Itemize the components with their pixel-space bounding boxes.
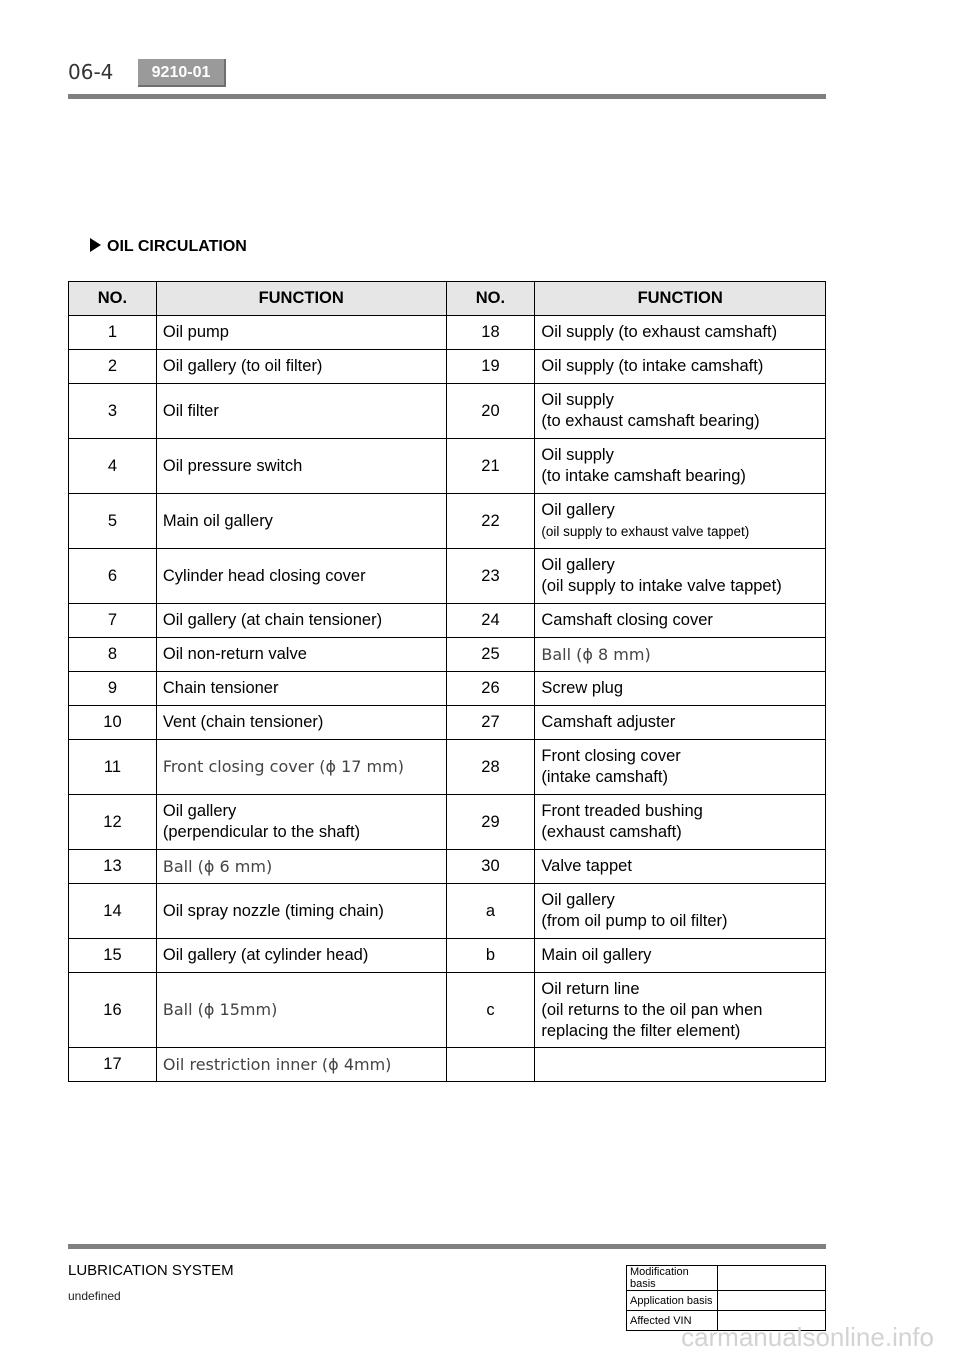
function-line: Front treaded bushing: [541, 802, 703, 820]
item-number: 3: [69, 384, 157, 439]
item-function: [156, 672, 446, 706]
table-row: [69, 604, 826, 638]
item-number: 23: [446, 549, 535, 604]
item-function: [535, 604, 826, 638]
item-function: [535, 316, 826, 350]
function-line: Main oil gallery: [541, 946, 652, 964]
item-number: 7: [69, 604, 157, 638]
item-function: [156, 384, 446, 439]
item-function: [535, 939, 826, 973]
item-number: 10: [69, 706, 157, 740]
item-function: [156, 316, 446, 350]
function-line: Oil pressure switch: [162, 456, 303, 475]
item-number: 13: [69, 850, 157, 884]
item-function: [156, 350, 446, 384]
function-line: Vent (chain tensioner): [162, 713, 324, 731]
affected-vin-label: Affected VIN: [627, 1311, 718, 1331]
function-line: Ball (ϕ 15mm): [162, 1000, 278, 1019]
function-line: Oil gallery (at cylinder head): [162, 946, 369, 964]
function-line: Chain tensioner: [162, 679, 279, 697]
function-line: Oil spray nozzle (timing chain): [162, 901, 384, 920]
table-row: [69, 384, 826, 439]
table-row: [627, 1266, 826, 1291]
function-line: (oil returns to the oil pan when: [541, 1000, 763, 1019]
item-function: [156, 439, 446, 494]
item-function: [156, 604, 446, 638]
item-function: [535, 638, 826, 672]
page-number: 06-4: [68, 60, 114, 84]
function-line: Screw plug: [541, 679, 624, 697]
item-number: 25: [446, 638, 535, 672]
column-header: FUNCTION: [156, 282, 446, 316]
item-function: [535, 850, 826, 884]
header-divider: [68, 94, 826, 99]
table-row: [69, 350, 826, 384]
function-line: Camshaft adjuster: [541, 713, 676, 731]
table-row: [69, 740, 826, 795]
item-function: [156, 973, 446, 1048]
table-row: [69, 672, 826, 706]
item-function: [535, 706, 826, 740]
item-number: 26: [446, 672, 535, 706]
footer-subtitle: undefined: [68, 1289, 121, 1303]
item-function: [535, 795, 826, 850]
function-line: (perpendicular to the shaft): [162, 823, 361, 841]
item-number: 28: [446, 740, 535, 795]
function-line: Front closing cover: [541, 747, 681, 765]
table-header-row: [69, 282, 826, 316]
modification-basis-value: [718, 1266, 826, 1291]
table-row: [69, 549, 826, 604]
item-number: 6: [69, 549, 157, 604]
column-header: FUNCTION: [535, 282, 826, 316]
item-number: 5: [69, 494, 157, 549]
function-line: Oil filter: [162, 401, 219, 420]
item-number: 20: [446, 384, 535, 439]
function-line: Camshaft closing cover: [541, 611, 713, 629]
function-line: Oil supply (to intake camshaft): [541, 357, 764, 375]
function-line: (to exhaust camshaft bearing): [541, 412, 760, 430]
item-number: 11: [69, 740, 157, 795]
function-line: Valve tappet: [541, 857, 632, 875]
item-function: [535, 350, 826, 384]
item-function: [156, 1048, 446, 1082]
item-number: 16: [69, 973, 157, 1048]
item-function: [156, 549, 446, 604]
application-basis-value: [718, 1291, 826, 1311]
item-number: 24: [446, 604, 535, 638]
footer-title: LUBRICATION SYSTEM: [68, 1262, 234, 1279]
item-function: [156, 939, 446, 973]
item-function: [535, 494, 826, 549]
item-number: 22: [446, 494, 535, 549]
item-number: 18: [446, 316, 535, 350]
function-line: Oil gallery: [541, 501, 615, 519]
table-row: [627, 1291, 826, 1311]
item-number: 30: [446, 850, 535, 884]
item-number: 12: [69, 795, 157, 850]
item-function: [535, 384, 826, 439]
column-header: NO.: [69, 282, 157, 316]
function-line: Oil gallery: [162, 802, 237, 820]
item-number: 27: [446, 706, 535, 740]
table-row: [69, 939, 826, 973]
function-line: (exhaust camshaft): [541, 823, 682, 841]
function-line: Oil non-return valve: [162, 645, 307, 663]
footer-divider: [68, 1244, 826, 1249]
item-number: a: [446, 884, 535, 939]
function-line: Oil pump: [162, 323, 229, 341]
function-line: Oil gallery (to oil filter): [162, 357, 323, 375]
function-line: Oil supply (to exhaust camshaft): [541, 323, 778, 341]
item-number: b: [446, 939, 535, 973]
item-function: [156, 884, 446, 939]
item-number: c: [446, 973, 535, 1048]
table-row: [69, 884, 826, 939]
function-line: Oil restriction inner (ϕ 4mm): [162, 1054, 392, 1074]
watermark: carmanualsonline.info: [681, 1322, 934, 1352]
column-header: NO.: [446, 282, 535, 316]
function-line: Ball (ϕ 8 mm): [541, 644, 651, 664]
table-row: [69, 638, 826, 672]
item-number: 8: [69, 638, 157, 672]
item-number: 21: [446, 439, 535, 494]
function-line: Oil gallery: [541, 556, 615, 574]
function-line: Oil gallery: [541, 891, 615, 909]
modification-basis-label: Modification basis: [627, 1266, 718, 1291]
item-function: [535, 672, 826, 706]
function-line: replacing the filter element): [541, 1021, 741, 1040]
item-function: [156, 740, 446, 795]
item-number: 9: [69, 672, 157, 706]
item-number: 1: [69, 316, 157, 350]
function-line: Oil gallery (at chain tensioner): [162, 611, 383, 629]
function-line: Ball (ϕ 6 mm): [162, 856, 273, 876]
section-heading: [90, 238, 247, 256]
function-line: Front closing cover (ϕ 17 mm): [162, 757, 404, 776]
item-number: 4: [69, 439, 157, 494]
function-line: Main oil gallery: [162, 511, 273, 530]
item-function: [535, 439, 826, 494]
table-row: [69, 795, 826, 850]
item-function: [156, 850, 446, 884]
function-line: (intake camshaft): [541, 768, 668, 786]
item-function: [535, 973, 826, 1048]
table-row: [69, 439, 826, 494]
item-function: [156, 494, 446, 549]
function-line: Oil supply: [541, 391, 614, 409]
table-row: [69, 850, 826, 884]
item-number: [446, 1048, 535, 1082]
table-row: [69, 1048, 826, 1082]
item-function: [535, 884, 826, 939]
function-line: (oil supply to intake valve tappet): [541, 577, 782, 595]
application-basis-label: Application basis: [627, 1291, 718, 1311]
item-function: [156, 795, 446, 850]
item-function: [156, 638, 446, 672]
function-line: Cylinder head closing cover: [162, 566, 366, 585]
oil-circulation-table: [68, 281, 826, 1082]
function-line: (from oil pump to oil filter): [541, 912, 728, 930]
table-row: [69, 706, 826, 740]
item-function: [535, 1048, 826, 1082]
item-function: [156, 706, 446, 740]
item-number: 19: [446, 350, 535, 384]
item-number: 14: [69, 884, 157, 939]
play-triangle-icon: [90, 238, 101, 252]
item-function: [535, 740, 826, 795]
function-line: Oil supply: [541, 446, 614, 464]
item-number: 29: [446, 795, 535, 850]
function-line: Oil return line: [541, 979, 640, 998]
section-code-badge: 9210-01: [138, 59, 226, 87]
function-line: (oil supply to exhaust valve tappet): [541, 524, 750, 539]
item-number: 2: [69, 350, 157, 384]
item-number: 17: [69, 1048, 157, 1082]
table-row: [69, 316, 826, 350]
item-number: 15: [69, 939, 157, 973]
table-row: [69, 973, 826, 1048]
function-line: (to intake camshaft bearing): [541, 467, 746, 485]
section-title-text: OIL CIRCULATION: [107, 238, 247, 255]
item-function: [535, 549, 826, 604]
table-row: [69, 494, 826, 549]
